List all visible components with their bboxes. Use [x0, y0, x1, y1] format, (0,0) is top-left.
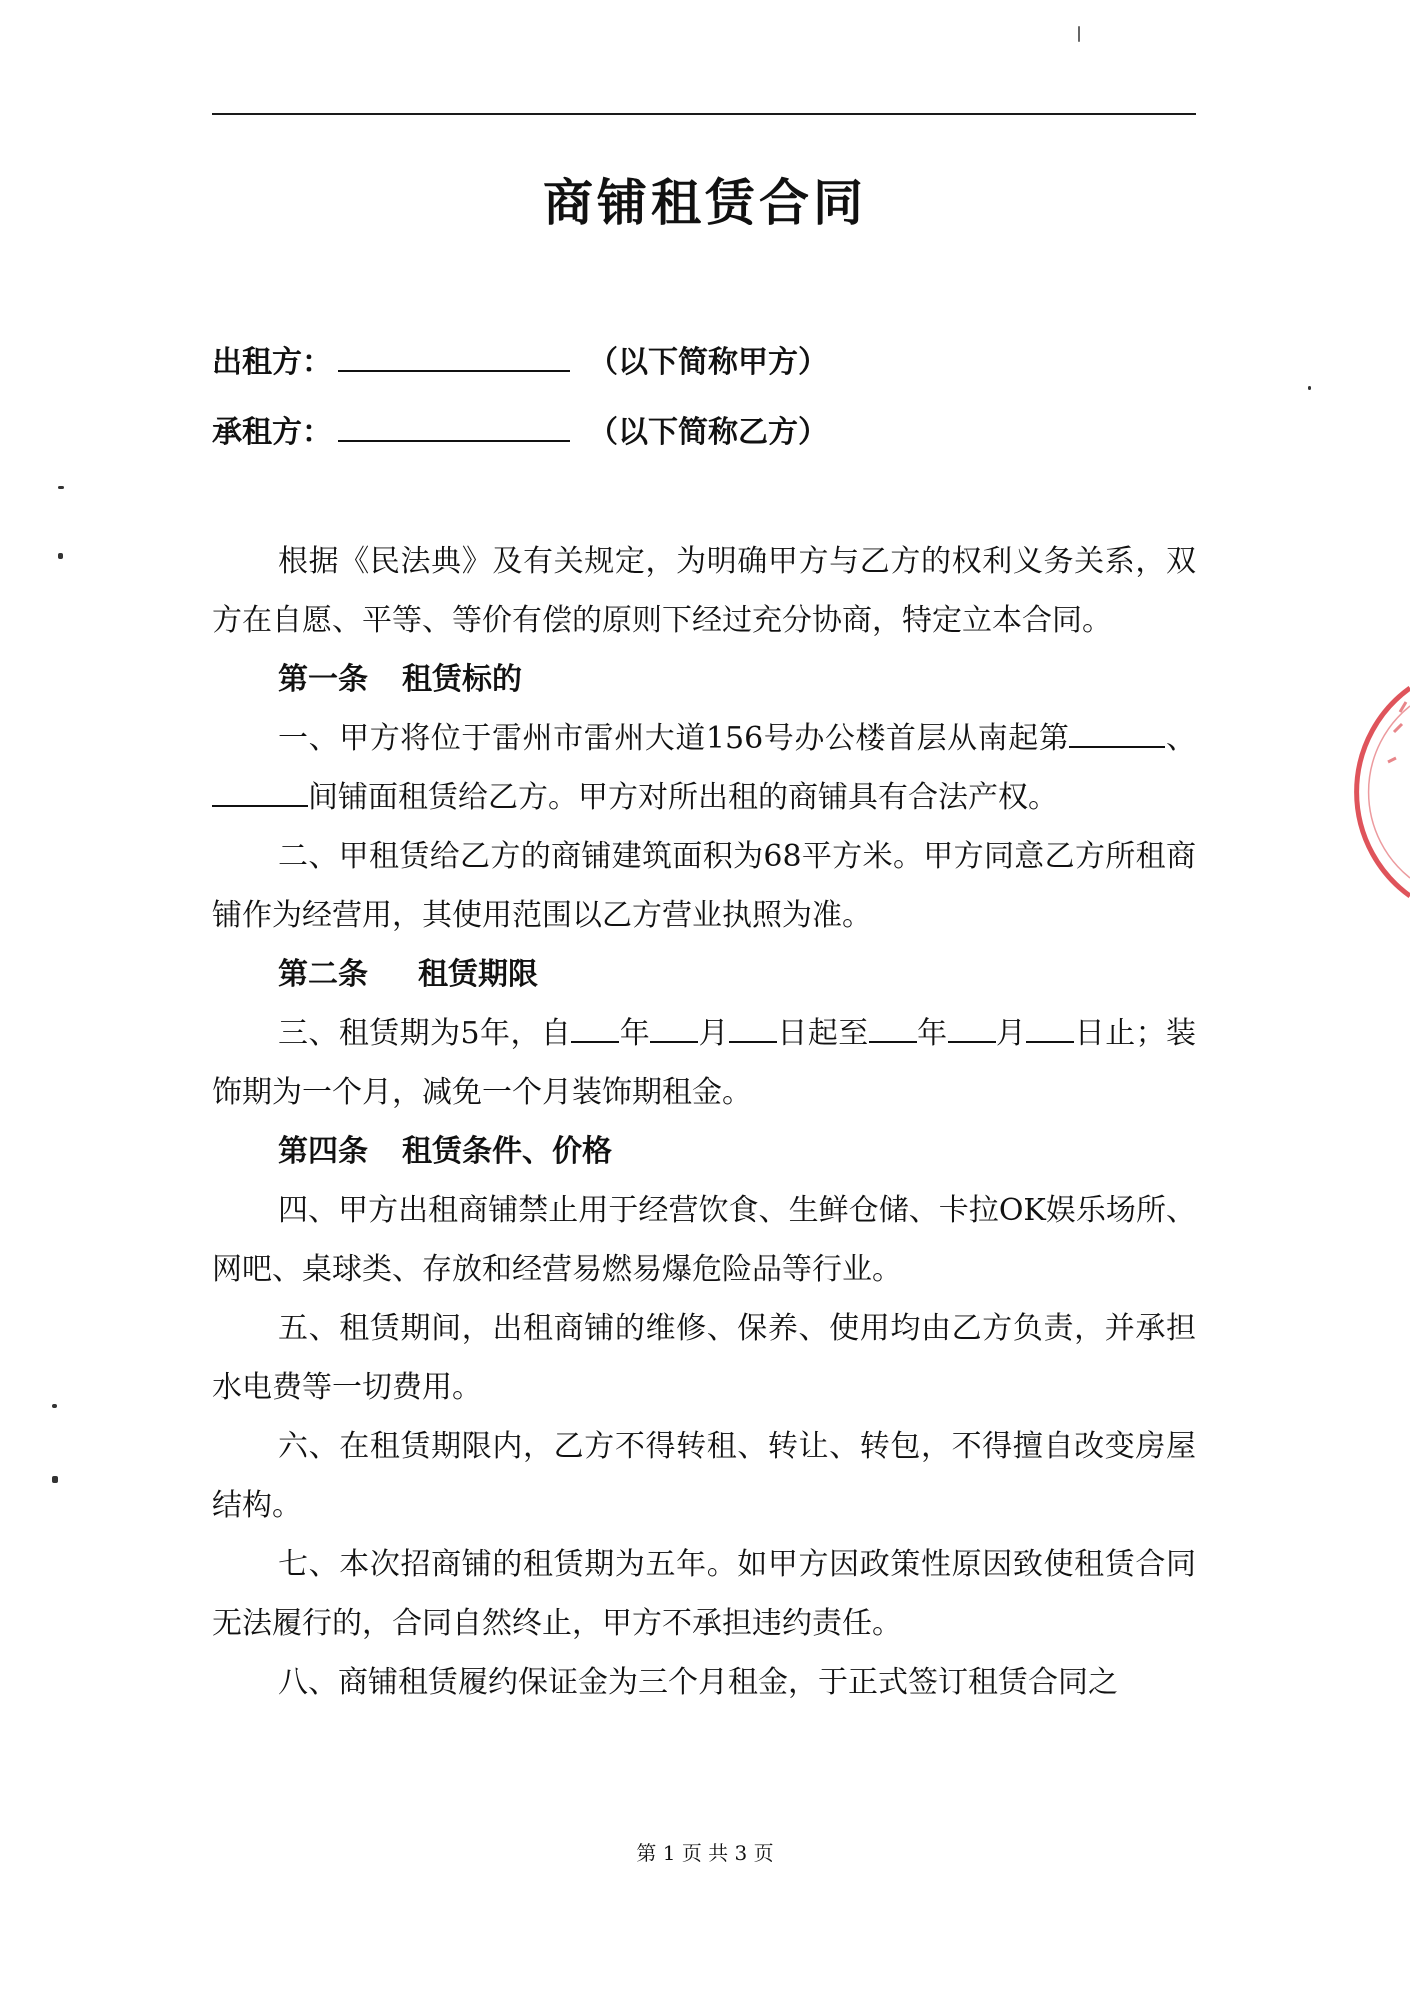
- page-footer: 第 1 页 共 3 页: [636, 1841, 774, 1865]
- lessee-line: [212, 408, 828, 455]
- clause-1: 一、甲方将位于雷州市雷州大道156号办公楼首层从南起第 、间铺面租赁给乙方。甲方对所出租的商铺具有合法产权。: [212, 709, 1196, 827]
- clause-8: 八、商铺租赁履约保证金为三个月租金，于正式签订租赁合同之: [278, 1665, 1118, 1700]
- scan-speck: [52, 1404, 57, 1408]
- clause-2: 二、甲租赁给乙方的商铺建筑面积为68平方米。甲方同意乙方所租商铺作为经营用，其使用范围以乙方营业执照为准。: [212, 839, 1196, 933]
- clause-6: 六、在租赁期限内，乙方不得转租、转让、转包，不得擅自改变房屋结构。: [212, 1429, 1196, 1523]
- article-2-title: 第二条 租赁期限: [278, 957, 538, 992]
- clause-7: 七、本次招商铺的租赁期为五年。如甲方因政策性原因致使租赁合同无法履行的，合同自然终止，甲方不承担违约责任。: [212, 1547, 1196, 1641]
- preamble: 根据《民法典》及有关规定，为明确甲方与乙方的权利义务关系，双方在自愿、平等、等价有偿的原则下经过充分协商，特定立本合同。: [212, 544, 1196, 638]
- lessee-note: （以下简称乙方）: [588, 415, 828, 450]
- clause-1-blank-a: [1069, 716, 1165, 748]
- contract-body: [212, 532, 1196, 1712]
- scan-speck: [52, 1476, 58, 1483]
- lessor-label: 出租方：: [212, 345, 332, 380]
- scan-speck: [1308, 386, 1311, 390]
- lessee-blank: [338, 408, 570, 442]
- lessor-line: [212, 338, 828, 385]
- lessor-note: （以下简称甲方）: [588, 345, 828, 380]
- scan-speck: [58, 486, 64, 489]
- clause-5: 五、租赁期间，出租商铺的维修、保养、使用均由乙方负责，并承担水电费等一切费用。: [212, 1311, 1196, 1405]
- lessee-label: 承租方：: [212, 415, 332, 450]
- clause-4: 四、甲方出租商铺禁止用于经营饮食、生鲜仓储、卡拉OK娱乐场所、网吧、桌球类、存放和经营易燃易爆危险品等行业。: [212, 1193, 1196, 1287]
- red-seal-icon: [1330, 672, 1410, 912]
- page-title: 商铺租赁合同: [543, 173, 867, 232]
- lessor-blank: [338, 338, 570, 372]
- article-1-title: 第一条 租赁标的: [278, 662, 522, 697]
- scan-speck: [1078, 26, 1080, 42]
- article-4-title: 第四条 租赁条件、价格: [278, 1134, 612, 1169]
- clause-1-blank-b: [212, 775, 308, 807]
- header-rule: [212, 113, 1196, 115]
- clause-3: 三、租赁期为5年，自 年 月 日起至 年 月 日止；装饰期为一个月，减免一个月装饰期租金。: [212, 1004, 1196, 1122]
- scan-speck: [58, 553, 63, 559]
